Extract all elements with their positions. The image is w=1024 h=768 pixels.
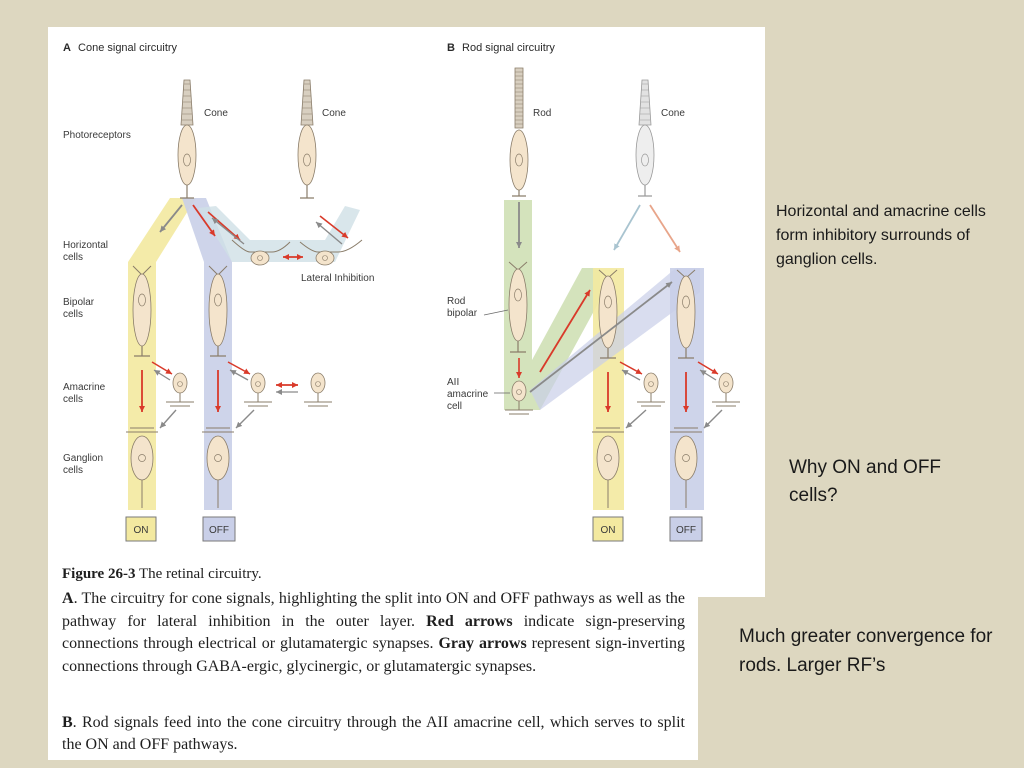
aii-label-2: amacrine <box>447 389 489 400</box>
amacrine-label-2: cells <box>63 394 84 405</box>
gray-arrow-amacrine-to-ganglion-a2 <box>236 410 254 428</box>
rod-label-b: Rod <box>533 108 552 119</box>
cone-label-b: Cone <box>661 108 685 119</box>
photoreceptors-label: Photoreceptors <box>63 130 131 141</box>
cone-label-a1: Cone <box>204 108 228 119</box>
off-label-a: OFF <box>209 525 229 536</box>
caption-b-letter: B <box>62 714 73 731</box>
bipolar-label-1: Bipolar <box>63 297 95 308</box>
cone-label-a2: Cone <box>322 108 346 119</box>
caption-paragraph-b <box>62 712 685 756</box>
ganglion-label-2: cells <box>63 465 84 476</box>
bipolar-label-2: cells <box>63 309 84 320</box>
caption-a-text3: represent sign-inverting connections through GABA-ergic, glycinergic, or glutamatergic synapses. <box>62 635 685 675</box>
caption-a-letter: A <box>62 590 74 607</box>
aii-label-3: cell <box>447 401 463 412</box>
caption-a-text2: indicate sign-preserving connections through electrical or glutamatergic synapses. <box>62 612 686 652</box>
on-box-b <box>593 517 623 541</box>
figure-title: The retinal circuitry. <box>135 566 262 582</box>
off-box-b <box>670 517 702 541</box>
cone-photoreceptor-a1 <box>178 80 196 198</box>
cone-photoreceptor-a2 <box>298 80 316 198</box>
amacrine-cell-a1 <box>166 373 194 406</box>
gray-arrow-amacrine-to-ganglion-b1 <box>626 410 646 428</box>
amacrine-cell-b2 <box>712 373 740 406</box>
horizontal-label-1: Horizontal <box>63 240 109 251</box>
panel-b-header <box>447 42 555 54</box>
caption-b-text: . Rod signals feed into the cone circuitry through the AII amacrine cell, which serves to split the ON and OFF pathways. <box>62 714 685 753</box>
amacrine-label-1: Amacrine <box>63 382 106 393</box>
rod-bipolar-label-2: bipolar <box>447 308 478 319</box>
blue-arrow-cone-to-on <box>614 205 640 250</box>
panel-a-header <box>63 42 178 54</box>
amacrine-cell-b1 <box>637 373 665 406</box>
aii-label-1: AII <box>447 377 460 388</box>
amacrine-cell-a3 <box>304 373 332 406</box>
cone-photoreceptor-b <box>636 80 654 196</box>
gray-arrow-amacrine-to-ganglion-a1 <box>160 410 176 428</box>
pink-arrow-cone-to-off <box>650 205 680 252</box>
lateral-inhibition-label: Lateral Inhibition <box>301 273 375 284</box>
gray-arrow-amacrine-to-ganglion-b2 <box>704 410 722 428</box>
panel-b-title: Rod signal circuitry <box>462 42 555 54</box>
caption-gray-arrows: Gray arrows <box>438 635 527 652</box>
note-inhibitory-surrounds: Horizontal and amacrine cells form inhibitory surrounds of ganglion cells. <box>776 203 986 268</box>
off-box-a <box>203 517 235 541</box>
panel-b-letter: B <box>447 42 455 54</box>
on-label-a: ON <box>133 525 149 536</box>
caption-paragraph-a <box>62 588 685 678</box>
ganglion-label-1: Ganglion <box>63 453 104 464</box>
note-rod-convergence: Much greater convergence for rods. Larger RF’s <box>739 626 993 676</box>
on-label-b: ON <box>600 525 616 536</box>
off-label-b: OFF <box>676 525 696 536</box>
on-box-a <box>126 517 156 541</box>
panel-a-title: Cone signal circuitry <box>78 42 178 54</box>
caption-red-arrows: Red arrows <box>426 612 513 630</box>
rod-bipolar-label-1: Rod <box>447 296 466 307</box>
rod-photoreceptor-b <box>510 68 528 196</box>
panel-a-letter: A <box>63 42 71 54</box>
horizontal-label-2: cells <box>63 252 84 263</box>
caption-a-text1: . The circuitry for cone signals, highlighting the split into ON and OFF pathways as well as the pathway for lateral inhibition in the outer layer. <box>62 590 685 630</box>
note-on-off-question: Why ON and OFF cells? <box>789 457 942 506</box>
amacrine-cell-a2 <box>244 373 272 406</box>
figure-number: Figure 26-3 <box>62 566 136 582</box>
figure-caption-title <box>62 566 262 583</box>
